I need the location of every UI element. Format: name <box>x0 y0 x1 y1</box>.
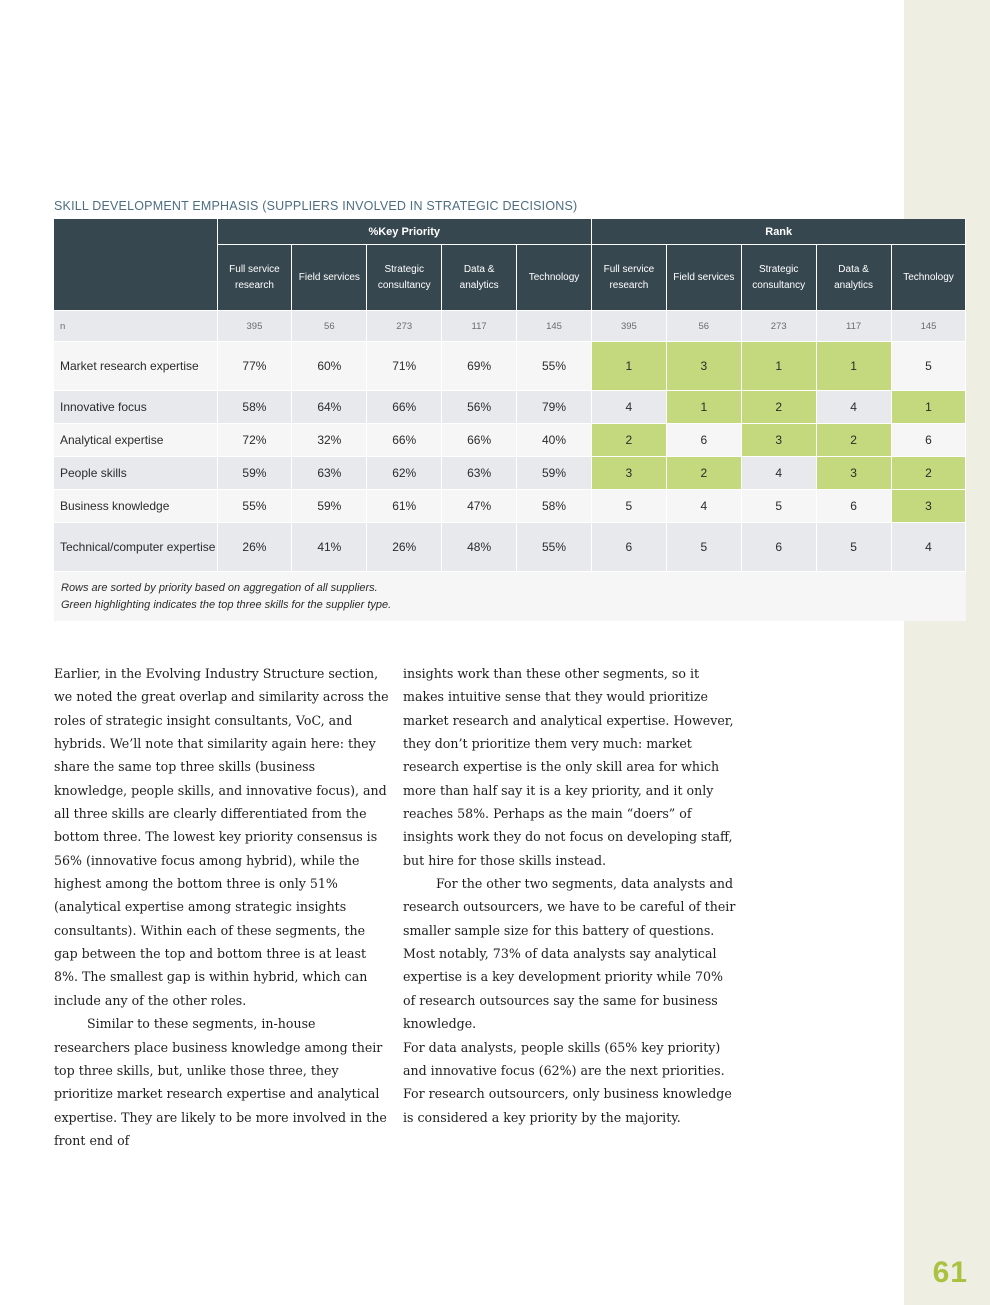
column-header: Strategic consultancy <box>741 245 816 311</box>
skills-table <box>54 219 966 571</box>
table-cell: 62% <box>367 457 442 490</box>
body-paragraph: Earlier, in the Evolving Industry Structure section, we noted the great overlap and similarity across the roles of strategic insight consultants, VoC, and hybrids. We’ll note that similarity again here: they share the same top three skills (business knowledge, people skills, and innovative focus), and all three skills are clearly differentiated from the bottom three. The lowest key priority consensus is 56% (innovative focus among hybrid), while the highest among the bottom three is only 51% (analytical expertise among strategic insights consultants). Within each of these segments, the gap between the top and bottom three is at least 8%. The smallest gap is within hybrid, which can include any of the other roles. <box>54 666 389 1008</box>
column-header: Full service research <box>591 245 666 311</box>
table-cell: 32% <box>292 424 367 457</box>
column-header: Technology <box>891 245 966 311</box>
row-label: People skills <box>54 457 217 490</box>
table-cell: 5 <box>666 523 741 572</box>
table-cell: 5 <box>591 490 666 523</box>
table-row <box>54 424 966 457</box>
sample-size-cell: 56 <box>666 311 741 342</box>
sample-size-cell: 117 <box>442 311 517 342</box>
table-cell: 5 <box>741 490 816 523</box>
table-cell: 3 <box>816 457 891 490</box>
table-cell: 2 <box>591 424 666 457</box>
sample-size-cell: 395 <box>591 311 666 342</box>
table-cell: 64% <box>292 391 367 424</box>
table-note-highlighting: Green highlighting indicates the top three skills for the supplier type. <box>61 599 392 611</box>
table-note-sorting: Rows are sorted by priority based on aggregation of all suppliers. <box>61 582 378 594</box>
body-paragraph: Similar to these segments, in-house researchers place business knowledge among their top three skills, but, unlike those three, they prioritize market research expertise and analytical expertise. They are likely to be more involved in the front end of <box>54 1016 387 1148</box>
column-header: Technology <box>517 245 592 311</box>
table-cell: 79% <box>517 391 592 424</box>
table-cell: 1 <box>741 342 816 391</box>
table-cell: 63% <box>442 457 517 490</box>
table-row <box>54 342 966 391</box>
column-header: Strategic consultancy <box>367 245 442 311</box>
column-header: Full service research <box>217 245 292 311</box>
table-cell: 4 <box>891 523 966 572</box>
table-cell: 2 <box>891 457 966 490</box>
page-sidebar <box>904 0 990 1305</box>
table-cell: 26% <box>367 523 442 572</box>
table-cell: 4 <box>666 490 741 523</box>
sample-size-cell: 273 <box>741 311 816 342</box>
row-label: Analytical expertise <box>54 424 217 457</box>
sample-size-cell: 145 <box>517 311 592 342</box>
sample-size-row <box>54 311 966 342</box>
table-row <box>54 490 966 523</box>
table-cell: 55% <box>517 342 592 391</box>
table-cell: 59% <box>517 457 592 490</box>
table-cell: 6 <box>891 424 966 457</box>
table-cell: 56% <box>442 391 517 424</box>
table-cell: 6 <box>816 490 891 523</box>
header-corner <box>54 219 217 311</box>
table-cell: 5 <box>816 523 891 572</box>
table-cell: 60% <box>292 342 367 391</box>
table-cell: 71% <box>367 342 442 391</box>
table-cell: 6 <box>666 424 741 457</box>
table-cell: 2 <box>741 391 816 424</box>
row-label: Innovative focus <box>54 391 217 424</box>
group-header-key-priority: %Key Priority <box>217 219 591 245</box>
table-cell: 4 <box>591 391 666 424</box>
table-row <box>54 457 966 490</box>
table-cell: 26% <box>217 523 292 572</box>
table-cell: 3 <box>591 457 666 490</box>
table-cell: 3 <box>666 342 741 391</box>
table-cell: 3 <box>741 424 816 457</box>
table-cell: 2 <box>816 424 891 457</box>
row-label: Technical/computer expertise <box>54 523 217 572</box>
group-header-rank: Rank <box>591 219 966 245</box>
table-notes <box>54 571 966 621</box>
body-column-right <box>403 662 738 1129</box>
table-cell: 61% <box>367 490 442 523</box>
table-row <box>54 391 966 424</box>
sample-size-cell: 273 <box>367 311 442 342</box>
table-cell: 72% <box>217 424 292 457</box>
table-cell: 3 <box>891 490 966 523</box>
sample-size-cell: 145 <box>891 311 966 342</box>
body-paragraph: For the other two segments, data analysts and research outsourcers, we have to be careful of their smaller sample size for this battery of questions. Most notably, 73% of data analysts say analytical expertise is a key development priority while 70% of research outsources say the same for business knowledge. <box>403 876 736 1032</box>
table-cell: 6 <box>591 523 666 572</box>
sample-size-cell: 117 <box>816 311 891 342</box>
column-header: Data & analytics <box>816 245 891 311</box>
table-cell: 59% <box>292 490 367 523</box>
table-row <box>54 523 966 572</box>
table-cell: 66% <box>367 424 442 457</box>
body-paragraph: For data analysts, people skills (65% key priority) and innovative focus (62%) are the next priorities. For research outsourcers, only business knowledge is considered a key priority by the majority. <box>403 1039 732 1125</box>
table-cell: 5 <box>891 342 966 391</box>
table-cell: 4 <box>816 391 891 424</box>
table-cell: 55% <box>217 490 292 523</box>
table-cell: 1 <box>666 391 741 424</box>
table-cell: 69% <box>442 342 517 391</box>
table-cell: 2 <box>666 457 741 490</box>
table-cell: 1 <box>816 342 891 391</box>
table-cell: 40% <box>517 424 592 457</box>
table-cell: 1 <box>591 342 666 391</box>
table-cell: 6 <box>741 523 816 572</box>
table-cell: 55% <box>517 523 592 572</box>
sample-size-label: n <box>54 311 217 342</box>
column-header: Data & analytics <box>442 245 517 311</box>
sample-size-cell: 395 <box>217 311 292 342</box>
table-cell: 4 <box>741 457 816 490</box>
table-cell: 47% <box>442 490 517 523</box>
table-cell: 59% <box>217 457 292 490</box>
column-header: Field services <box>666 245 741 311</box>
body-paragraph: insights work than these other segments, so it makes intuitive sense that they would prioritize market research and analytical expertise. However, they don’t prioritize them very much: market research expertise is the only skill area for which more than half say it is a key priority, and it only reaches 58%. Perhaps as the main “doers” of insights work they do not focus on developing staff, but hire for those skills instead. <box>403 666 734 868</box>
skills-table-wrapper <box>54 219 966 621</box>
table-title: SKILL DEVELOPMENT EMPHASIS (SUPPLIERS INVOLVED IN STRATEGIC DECISIONS) <box>54 199 578 213</box>
row-label: Business knowledge <box>54 490 217 523</box>
row-label: Market research expertise <box>54 342 217 391</box>
table-cell: 1 <box>891 391 966 424</box>
table-cell: 58% <box>517 490 592 523</box>
table-cell: 66% <box>442 424 517 457</box>
column-header: Field services <box>292 245 367 311</box>
table-cell: 48% <box>442 523 517 572</box>
table-cell: 41% <box>292 523 367 572</box>
table-cell: 66% <box>367 391 442 424</box>
table-cell: 77% <box>217 342 292 391</box>
sample-size-cell: 56 <box>292 311 367 342</box>
table-cell: 63% <box>292 457 367 490</box>
body-column-left <box>54 662 389 1152</box>
table-cell: 58% <box>217 391 292 424</box>
page-number: 61 <box>932 1256 968 1289</box>
